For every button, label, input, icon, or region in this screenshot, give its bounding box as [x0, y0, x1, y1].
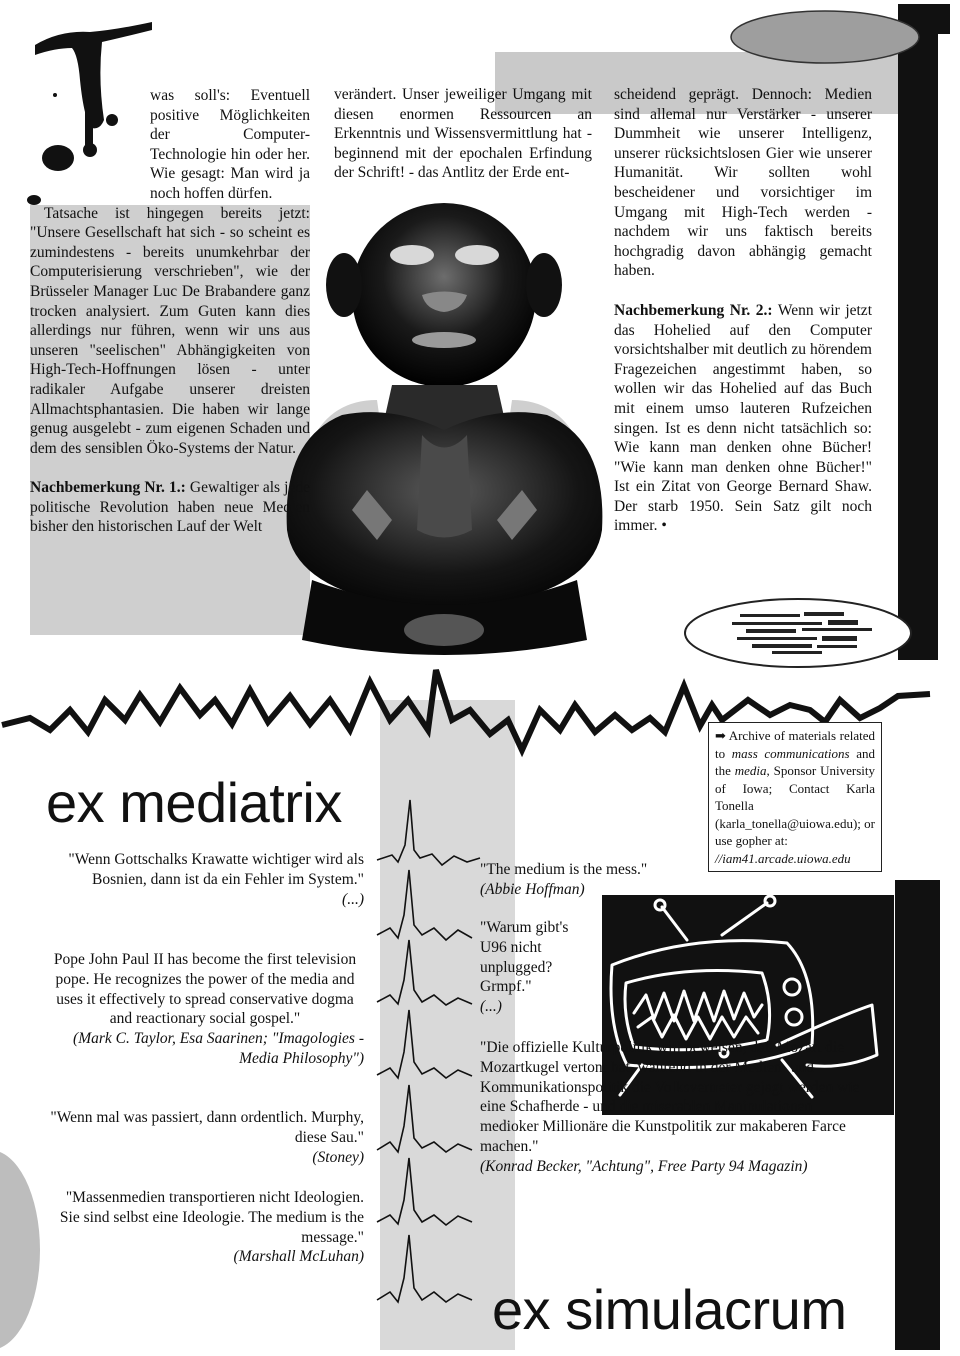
- oval-top-right: [728, 6, 923, 68]
- note-2-label: Nachbemerkung Nr. 2.:: [614, 301, 773, 319]
- statue-figure-image: [272, 200, 617, 655]
- col1-paragraph-2: Tatsache ist hingegen bereits jetzt: "Unsere Gesellschaft hat sich - so scheint es zumindestens - bereits unumkehrbar der Computerisierung verschrieben", wie der Brüsseler Manager Luc De Brabandere ganz trocken analysiert. Zum Guten kann dies allerdings nur führen, wenn wir uns aus unseren "seelischen" Abhängigkeiten von High-Tech-Hoffnungen lösen - unter radikaler Aufgabe unserer dreisten Allmachtsphantasien. Die haben wir lange genug ausgelebt - zum eigenen Schaden und dem des sensiblen Öko-Systems der Natur.: [30, 204, 310, 457]
- quote-source: (Abbie Hoffman): [480, 880, 585, 898]
- quote-left-4: "Massenmedien transportieren nicht Ideologien. Sie sind selbst eine Ideologie. The medium is the message." (Marshall McLuhan): [46, 1188, 364, 1267]
- note-1-label: Nachbemerkung Nr. 1.:: [30, 479, 186, 497]
- quote-left-3: "Wenn mal was passiert, dann ordentlich. Murphy, diese Sau." (Stoney): [46, 1108, 364, 1167]
- headline-ex-mediatrix: ex mediatrix: [46, 771, 342, 834]
- article-column-2: [334, 85, 592, 183]
- quote-source: (...): [480, 998, 502, 1016]
- note-1-text: Gewaltiger als jede politische Revolution haben neue Medien bisher den historischen Lauf der Welt: [30, 479, 310, 536]
- quote-right-1: "The medium is the mess." (Abbie Hoffman): [480, 860, 680, 900]
- quote-right-2: "Warum gibt's U96 nicht unplugged? Grmpf." (...): [480, 918, 592, 1017]
- gopher-link[interactable]: //iam41.arcade.uiowa.edu: [715, 850, 851, 866]
- quote-right-3: "Die offizielle Kulturpolitik will beweisen, daß Mozart die Mozartkugel vertont hat, während in der Medien- und Kommunikationspolitik die Volksvertreter gejagt werden wie eine Schafherde - und die miserablen Manipulationen medioker Millionäre die Kunstpolitik zur makaberen Farce machen." (Konrad Becker, "Achtung", Free Party 94 Magazin): [480, 1039, 860, 1175]
- note-1: [30, 478, 310, 537]
- archive-info-box: [708, 722, 882, 872]
- col3-paragraph: scheidend geprägt. Dennoch: Medien sind allemal nur Verstärker - unserer Dummheit wie unserer Intelligenz, unserer rücksichtslosen Gier wie unserer Humanität. Wir sollten wohl bescheidener und vorsichtiger im Umgang mit High-Tech werden - nachdem wir uns faktisch bereits hochgradig davon abhängig gemacht haben.: [614, 86, 872, 280]
- quote-source: (...): [342, 890, 364, 908]
- col2-paragraph: verändert. Unser jeweiliger Umgang mit diesen enormen Ressourcen an Erkenntnis und Wissensvermittlung hat - beginnend mit der epochalen Erfindung der Schrift! - das Antlitz der Erde ent-: [334, 86, 592, 182]
- quote-left-1: "Wenn Gottschalks Krawatte wichtiger wird als Bosnien, dann ist da ein Fehler im System." (...): [46, 850, 364, 909]
- quote-source: (Mark C. Taylor, Esa Saarinen; "Imagologies - Media Philosophy"): [73, 1030, 364, 1067]
- quote-source: (Stoney): [312, 1148, 364, 1166]
- quote-source: (Marshall McLuhan): [233, 1248, 364, 1266]
- note-2-text: Wenn wir jetzt das Hohelied auf den Computer vorsichtshalber mit deutlich zu hörendem Fragezeichen angestimmt haben, so wollen wir das Hohelied auf das Buch mit einem umso lauteren Rufzeichen singen. Ist es denn nicht tatsächlich so: Wie kann man denken ohne Bücher! "Wie kann man denken ohne Bücher!" Ist ein Zitat von George Bernard Shaw. Der starb 1950. Sein Satz gilt noch immer. •: [614, 301, 872, 535]
- gray-semicircle-left: [0, 1150, 40, 1350]
- article-column-1: [30, 85, 310, 537]
- quote-source: (Konrad Becker, "Achtung", Free Party 94 Magazin): [480, 1157, 808, 1175]
- article-column-3: [614, 85, 872, 536]
- col1-paragraph-1: was soll's: Eventuell positive Möglichkeiten der Computer-Technologie hin oder her. Wie gesagt: Man wird ja noch hoffen dürfen.: [150, 87, 310, 202]
- arrow-icon: ➡: [715, 728, 726, 743]
- archive-text: ➡ Archive of materials related to mass communications and the media, Sponsor University of Iowa; Contact Karla Tonella (karla_tonella@uiowa.edu); or use gopher at:: [715, 728, 875, 848]
- headline-ex-simulacrum: ex simulacrum: [492, 1278, 847, 1341]
- note-2: [614, 301, 872, 536]
- signal-traces: [372, 790, 490, 1335]
- black-bar-right-lower: [895, 880, 940, 1350]
- quote-left-2: Pope John Paul II has become the first television pope. He recognizes the power of the media and uses it effectively to spread conservative dogma and reactionary social gospel." (Mark C. Taylor, Esa Saarinen; "Imagologies - Media Philosophy"): [46, 950, 364, 1069]
- black-bar-right: [898, 10, 938, 660]
